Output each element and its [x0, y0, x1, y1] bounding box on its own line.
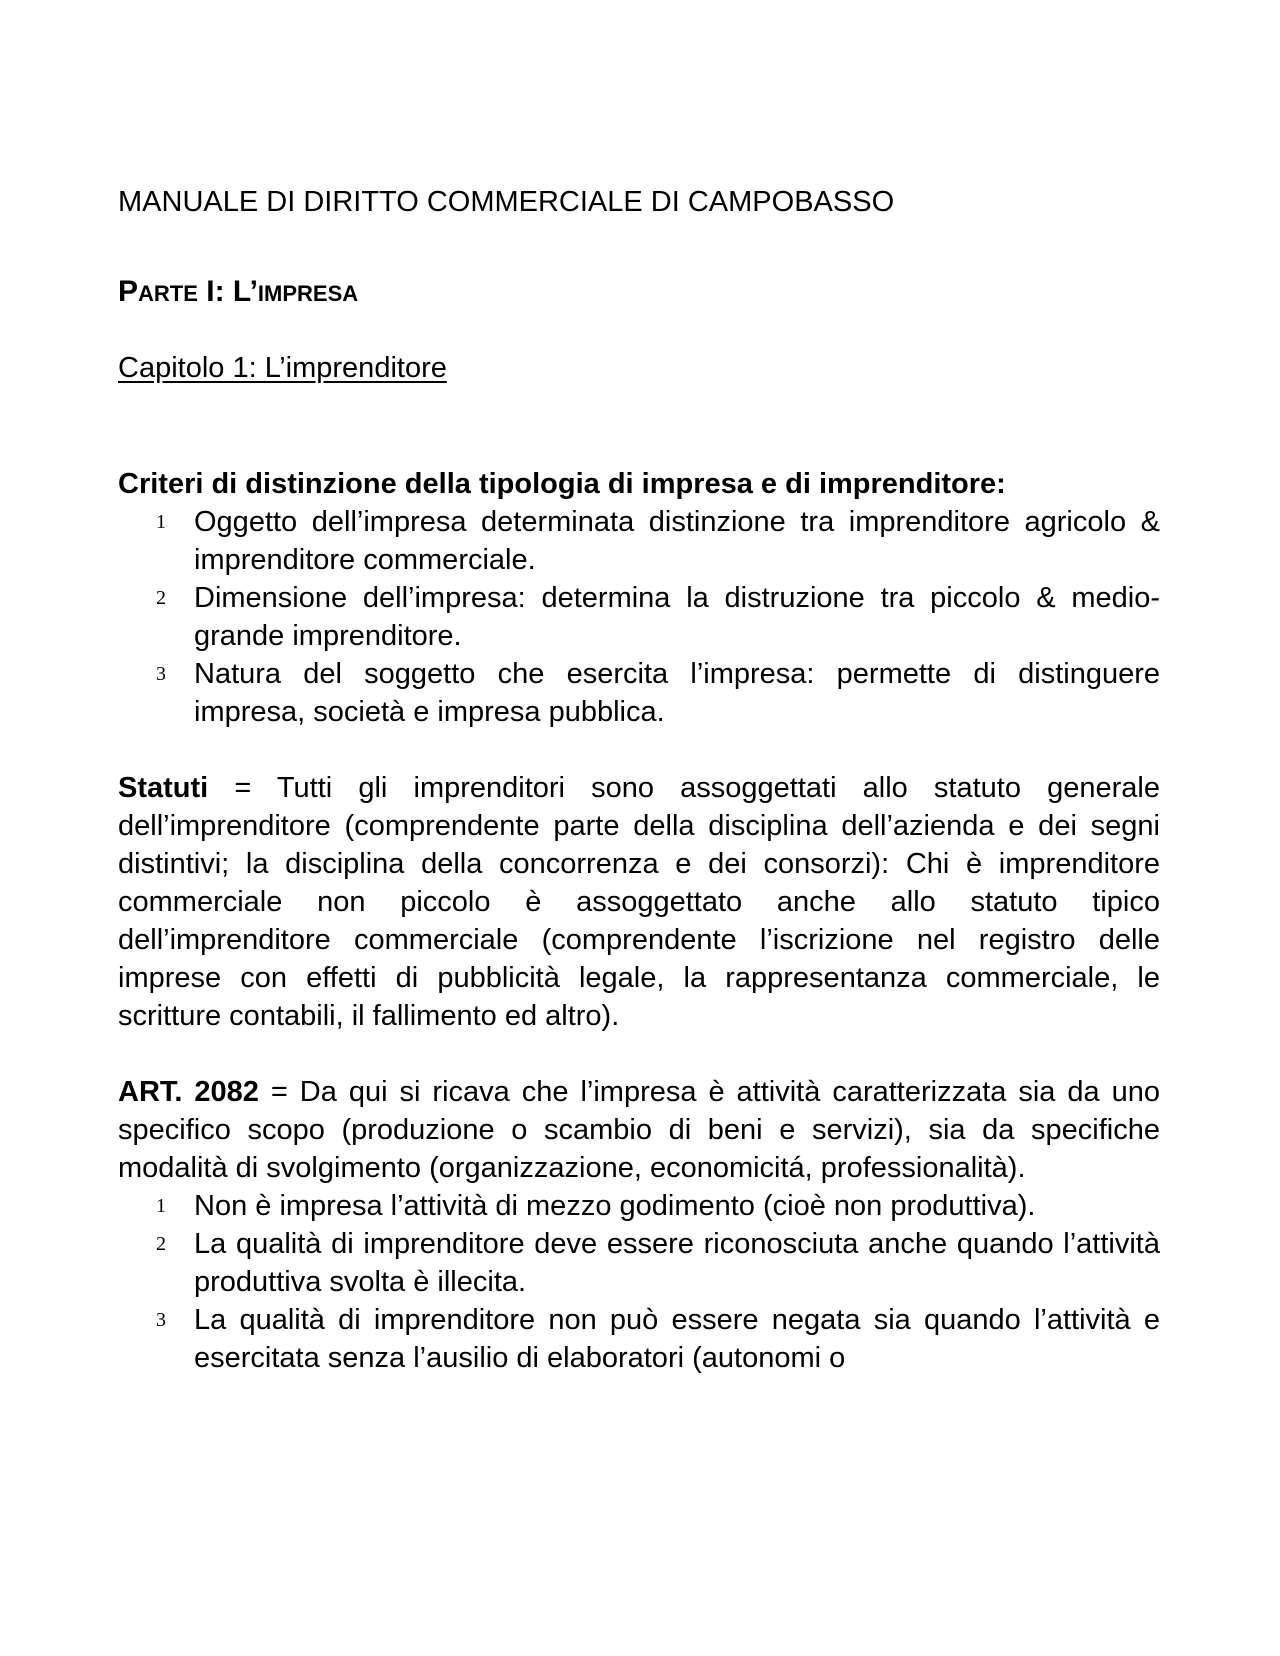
statuti-label: Statuti	[118, 772, 209, 804]
list-item-number: 1	[156, 1195, 166, 1217]
list-item-text: Non è impresa l’attività di mezzo godimento (cioè non produttiva).	[194, 1190, 1036, 1222]
list-item-text: Oggetto dell’impresa determinata distinzione tra imprenditore agricolo & imprenditore commerciale.	[194, 506, 1160, 576]
art-paragraph	[118, 1073, 1160, 1187]
chapter-title-text: Capitolo 1: L’imprenditore	[118, 352, 447, 384]
statuti-paragraph	[118, 769, 1160, 1035]
list-item	[118, 503, 1160, 579]
list-item-number: 3	[156, 1309, 166, 1331]
part-title-impresa: IMPRESA	[257, 281, 359, 306]
list-item-number: 2	[156, 1233, 166, 1255]
list-item-text: La qualità di imprenditore non può essere negata sia quando l’attività e esercitata senza l’ausilio di elaboratori (autonomi o	[194, 1304, 1160, 1374]
part-title	[118, 273, 1160, 311]
document-page	[118, 183, 1160, 1377]
list-item-number: 3	[156, 663, 166, 685]
document-title: MANUALE DI DIRITTO COMMERCIALE DI CAMPOBASSO	[118, 186, 895, 218]
chapter-title	[118, 349, 1160, 387]
list-item-number: 2	[156, 587, 166, 609]
criteria-heading: Criteri di distinzione della tipologia di impresa e di imprenditore:	[118, 468, 1006, 500]
list-item-text: Natura del soggetto che esercita l’impresa: permette di distinguere impresa, società e impresa pubblica.	[194, 658, 1160, 728]
list-item	[118, 1225, 1160, 1301]
art-label: ART. 2082	[118, 1076, 259, 1108]
art-list	[118, 1187, 1160, 1377]
part-title-i: I: L’	[197, 275, 258, 308]
criteria-list	[118, 503, 1160, 731]
list-item-number: 1	[156, 511, 166, 533]
part-title-arte: ARTE	[138, 281, 198, 306]
list-item	[118, 1301, 1160, 1377]
list-item-text: Dimensione dell’impresa: determina la distruzione tra piccolo & medio-grande imprenditore.	[194, 582, 1160, 652]
statuti-text: = Tutti gli imprenditori sono assoggettati allo statuto generale dell’imprenditore (comprendente parte della disciplina dell’azienda e dei segni distintivi; la disciplina della concorrenza e dei consorzi): Chi è imprenditore commerciale non piccolo è assoggettato anche allo statuto tipico dell’imprenditore commerciale (comprendente l’iscrizione nel registro delle imprese con effetti di pubblicità legale, la rappresentanza commerciale, le scritture contabili, il fallimento ed altro).	[118, 772, 1160, 1032]
art-text: = Da qui si ricava che l’impresa è attività caratterizzata sia da uno specifico scopo (produzione o scambio di beni e servizi), sia da specifiche modalità di svolgimento (organizzazione, economicitá, professionalità).	[118, 1076, 1161, 1184]
part-title-p: P	[118, 275, 139, 308]
list-item-text: La qualità di imprenditore deve essere riconosciuta anche quando l’attività produttiva svolta è illecita.	[194, 1228, 1160, 1298]
list-item	[118, 655, 1160, 731]
list-item	[118, 1187, 1160, 1225]
list-item	[118, 579, 1160, 655]
